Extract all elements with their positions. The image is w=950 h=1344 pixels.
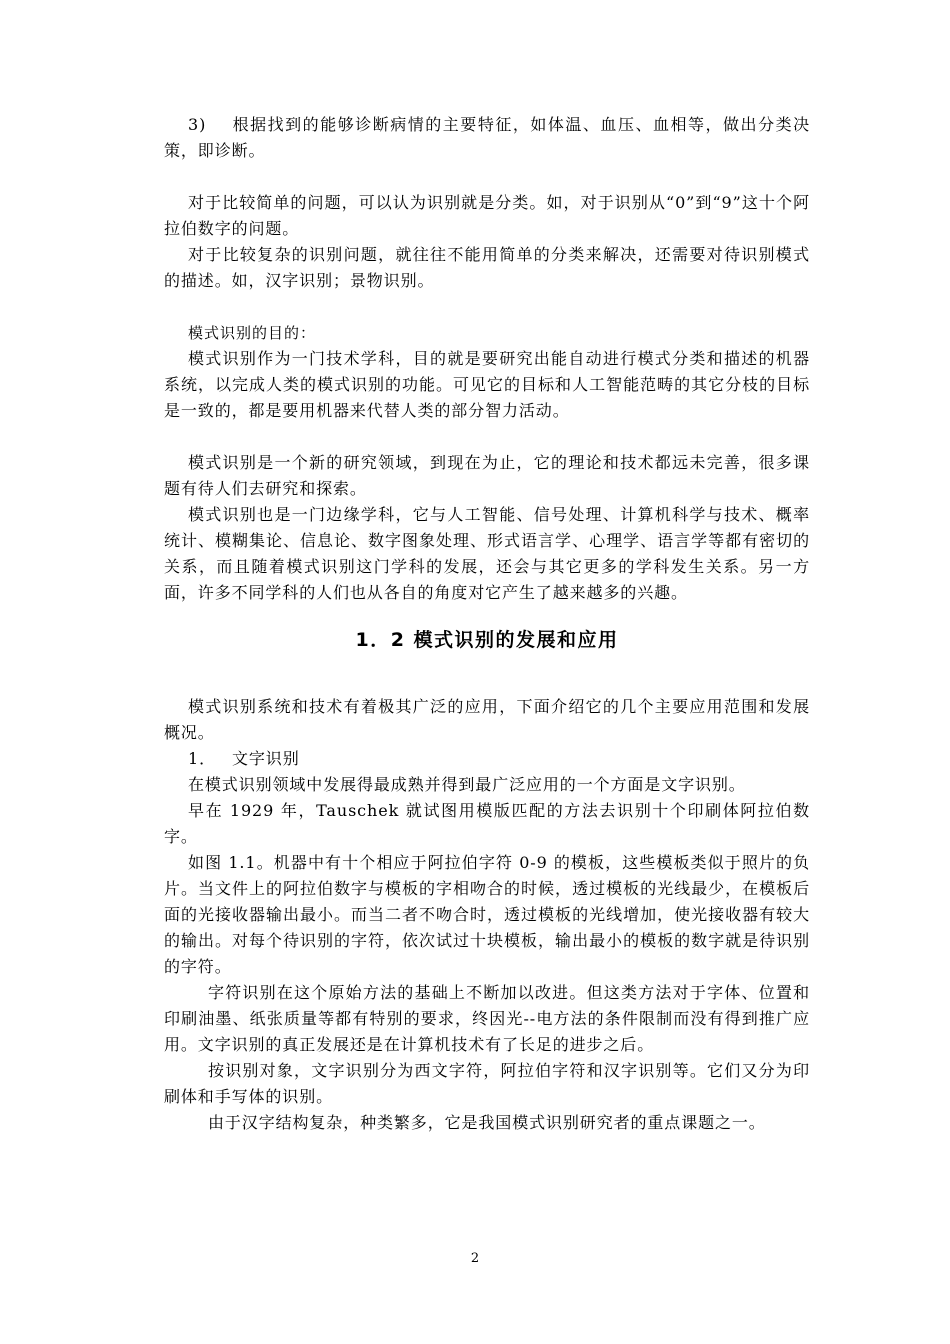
- item-number: 3): [188, 115, 207, 134]
- paragraph: 由于汉字结构复杂，种类繁多，它是我国模式识别研究者的重点课题之一。: [208, 1113, 766, 1132]
- paragraph: 模式识别也是一门边缘学科，它与人工智能、信号处理、计算机科学与技术、概率统计、模糊集论、信息论、数字图象处理、形式语言学、心理学、语言学等都有密切的关系，而且随着模式识别这门学科的发展，还会与其它更多的学科发生关系。另一方面，许多不同学科的人们也从各自的角度对它产生了越来越多的兴趣。: [164, 505, 810, 602]
- paragraph: 早在 1929 年，Tauschek 就试图用模版匹配的方法去识别十个印刷体阿拉伯数字。: [164, 801, 810, 846]
- paragraph: 对于比较简单的问题，可以认为识别就是分类。如，对于识别从“0”到“9”这十个阿拉伯数字的问题。: [164, 193, 810, 238]
- numbered-paragraph: [164, 112, 810, 164]
- subheading: 模式识别的目的：: [188, 324, 317, 342]
- paragraph: 在模式识别领域中发展得最成熟并得到最广泛应用的一个方面是文字识别。: [188, 775, 746, 794]
- paragraph: 如图 1.1。机器中有十个相应于阿拉伯字符 0-9 的模板，这些模板类似于照片的负片。当文件上的阿拉伯数字与模板的字相吻合的时候，透过模板的光线最少，在模板后面的光接收器输出最小。而当二者不吻合时，透过模板的光线增加，使光接收器有较大的输出。对每个待识别的字符，依次试过十块模板，输出最小的模板的数字就是待识别的字符。: [164, 853, 810, 976]
- section-title: 1．2 模式识别的发展和应用: [355, 629, 619, 651]
- paragraph-gap: [164, 424, 810, 450]
- paragraph: 按识别对象，文字识别分为西文字符，阿拉伯字符和汉字识别等。它们又分为印刷体和手写体的识别。: [164, 1061, 810, 1106]
- paragraph-gap: [164, 164, 810, 190]
- item-number: 1．: [188, 749, 216, 768]
- paragraph: 字符识别在这个原始方法的基础上不断加以改进。但这类方法对于字体、位置和印刷油墨、纸张质量等都有特别的要求，终因光--电方法的条件限制而没有得到推广应用。文字识别的真正发展还是在计算机技术有了长足的进步之后。: [164, 983, 810, 1054]
- paragraph: 模式识别作为一门技术学科，目的就是要研究出能自动进行模式分类和描述的机器系统，以完成人类的模式识别的功能。可见它的目标和人工智能范畴的其它分枝的目标是一致的，都是要用机器来代替人类的部分智力活动。: [164, 349, 810, 420]
- item-title: 文字识别: [232, 749, 300, 768]
- paragraph-gap: [164, 294, 810, 320]
- paragraph-text: 根据找到的能够诊断病情的主要特征，如体温、血压、血相等，做出分类决策，即诊断。: [164, 115, 810, 160]
- paragraph: 对于比较复杂的识别问题，就往往不能用简单的分类来解决，还需要对待识别模式的描述。如，汉字识别；景物识别。: [164, 245, 810, 290]
- page-body: [164, 112, 810, 1136]
- paragraph: 模式识别是一个新的研究领域，到现在为止，它的理论和技术都远未完善，很多课题有待人们去研究和探索。: [164, 453, 810, 498]
- numbered-item: [164, 746, 810, 772]
- paragraph: 模式识别系统和技术有着极其广泛的应用，下面介绍它的几个主要应用范围和发展概况。: [164, 697, 810, 742]
- page-number: 2: [470, 1251, 480, 1266]
